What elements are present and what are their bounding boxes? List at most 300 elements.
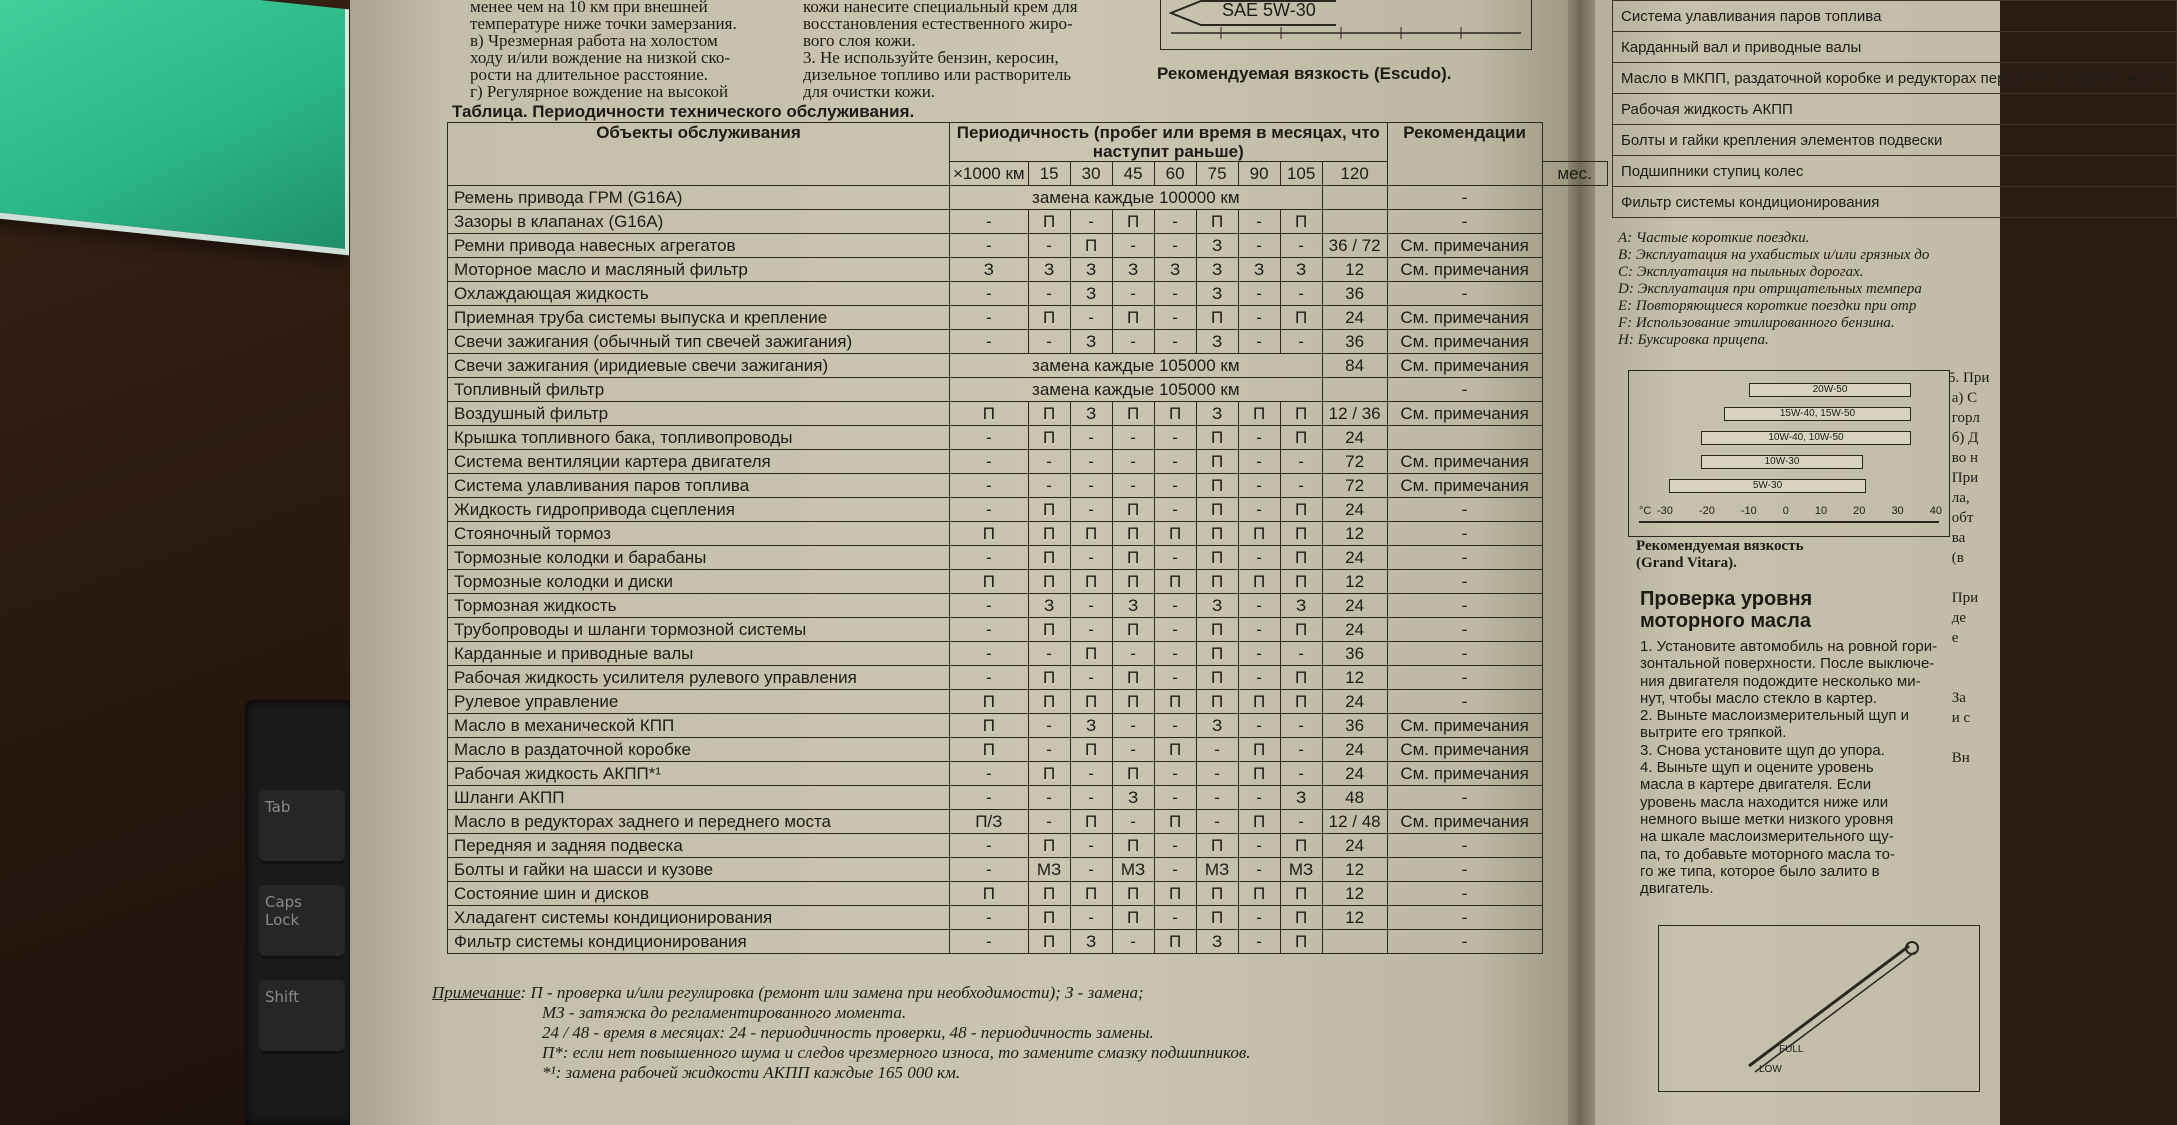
row-interval-value: - — [1154, 210, 1196, 234]
row-recommendation: - — [1387, 570, 1542, 594]
row-item: Рулевое управление — [448, 690, 950, 714]
row-item: Карданные и приводные валы — [448, 642, 950, 666]
row-interval-value: - — [950, 306, 1029, 330]
row-months: 12 — [1322, 666, 1387, 690]
row-interval-value: П — [1154, 930, 1196, 954]
shift-key: Shift — [259, 980, 345, 1054]
table-row — [448, 186, 1608, 210]
row-interval-value: П — [1238, 738, 1280, 762]
row-months: 36 — [1322, 282, 1387, 306]
row-item: Состояние шин и дисков — [448, 882, 950, 906]
row-interval-value: - — [1280, 282, 1322, 306]
table-row — [448, 354, 1608, 378]
row-months: 72 — [1322, 450, 1387, 474]
row-months: 36 / 72 — [1322, 234, 1387, 258]
row-interval-value: П — [1112, 498, 1154, 522]
row-interval-value: - — [1028, 738, 1070, 762]
row-item: Жидкость гидропривода сцепления — [448, 498, 950, 522]
row-recommendation: См. примечания — [1387, 450, 1542, 474]
row-recommendation: См. примечания — [1387, 474, 1542, 498]
row-item: Масло в раздаточной коробке — [448, 738, 950, 762]
axis-tick: 40 — [1929, 505, 1942, 517]
row-months: 36 — [1322, 330, 1387, 354]
row-item: Фильтр системы кондиционирования — [448, 930, 950, 954]
row-months: 12 — [1322, 906, 1387, 930]
table-row — [448, 378, 1608, 402]
row-interval-value: З — [1196, 714, 1238, 738]
row-interval-value: - — [1238, 714, 1280, 738]
oil-check-heading: Проверка уровня моторного масла — [1640, 588, 1813, 632]
grade-bar: 15W-40, 15W-50 — [1724, 407, 1911, 421]
table-row — [448, 642, 1608, 666]
row-interval-value: - — [1028, 810, 1070, 834]
row-interval-value: П — [1280, 402, 1322, 426]
row-months: 12 — [1322, 570, 1387, 594]
row-interval-value: - — [1070, 762, 1112, 786]
row-interval-value: П — [1028, 546, 1070, 570]
row-interval-value: З — [1238, 258, 1280, 282]
row-months: 48 — [1322, 786, 1387, 810]
row-months: 12 / 48 — [1322, 810, 1387, 834]
axis-tick: 10 — [1814, 505, 1828, 517]
row-span-value: замена каждые 100000 км — [950, 186, 1323, 210]
row-item: Приемная труба системы выпуска и крепление — [448, 306, 950, 330]
row-item: Масло в редукторах заднего и переднего моста — [448, 810, 950, 834]
row-item: Трубопроводы и шланги тормозной системы — [448, 618, 950, 642]
row-interval-value: П — [1196, 498, 1238, 522]
row-interval-value: - — [1280, 330, 1322, 354]
row-interval-value: З — [1112, 258, 1154, 282]
row-interval-value: П — [1196, 210, 1238, 234]
table-row — [448, 594, 1608, 618]
row-interval-value: П — [1280, 570, 1322, 594]
row-interval-value: - — [1028, 330, 1070, 354]
row-interval-value: - — [1028, 642, 1070, 666]
row-months: 12 — [1322, 258, 1387, 282]
row-interval-value: П — [1280, 498, 1322, 522]
row-interval-value: П — [1028, 666, 1070, 690]
row-interval-value: - — [1238, 666, 1280, 690]
grade-bar: 5W-30 — [1669, 479, 1866, 493]
grade-bar: 10W-30 — [1701, 455, 1863, 469]
row-months — [1322, 210, 1387, 234]
row-interval-value: - — [1196, 738, 1238, 762]
table-row — [448, 834, 1608, 858]
row-interval-value: П — [1112, 402, 1154, 426]
row-interval-value: - — [1238, 594, 1280, 618]
row-interval-value: - — [1280, 714, 1322, 738]
row-item: Свечи зажигания (обычный тип свечей зажигания) — [448, 330, 950, 354]
table-row — [448, 306, 1608, 330]
table-row — [448, 738, 1608, 762]
row-interval-value: - — [1154, 666, 1196, 690]
table-row — [448, 210, 1608, 234]
table-row — [448, 402, 1608, 426]
right-row-item: Система улавливания паров топлива — [1613, 1, 2177, 32]
escudo-viscosity-chart — [1160, 0, 1532, 50]
row-months: 12 — [1322, 522, 1387, 546]
row-interval-value: - — [1070, 618, 1112, 642]
row-item: Тормозные колодки и барабаны — [448, 546, 950, 570]
legend-line: D: Эксплуатация при отрицательных темпера — [1618, 281, 1922, 297]
axis-tick: -20 — [1698, 505, 1715, 517]
row-interval-value: - — [1280, 234, 1322, 258]
row-interval-value: З — [1196, 594, 1238, 618]
header-recommendations: Рекомендации — [1387, 123, 1542, 186]
row-interval-value: П — [950, 714, 1029, 738]
row-interval-value: - — [950, 330, 1029, 354]
table-row — [448, 330, 1608, 354]
row-interval-value: - — [1112, 330, 1154, 354]
row-interval-value: П — [1028, 882, 1070, 906]
row-months: 24 — [1322, 834, 1387, 858]
header-interval: 105 — [1280, 162, 1322, 186]
row-interval-value: З — [1196, 402, 1238, 426]
caps-lock-key: Caps Lock — [259, 885, 345, 959]
row-interval-value: П — [1028, 522, 1070, 546]
header-interval: 30 — [1070, 162, 1112, 186]
row-interval-value: - — [1154, 858, 1196, 882]
row-interval-value: П — [1028, 426, 1070, 450]
row-interval-value: П — [1280, 906, 1322, 930]
row-interval-value: П — [1280, 522, 1322, 546]
row-interval-value: П — [1238, 570, 1280, 594]
row-interval-value: П — [1028, 498, 1070, 522]
table-row — [448, 498, 1608, 522]
row-recommendation: - — [1387, 546, 1542, 570]
right-row-item: Фильтр системы кондиционирования — [1613, 187, 2177, 218]
row-interval-value: П — [1154, 810, 1196, 834]
row-interval-value: - — [1154, 234, 1196, 258]
row-months: 24 — [1322, 690, 1387, 714]
row-interval-value: П — [1028, 618, 1070, 642]
table-row — [1613, 63, 2177, 94]
row-interval-value: П — [1112, 570, 1154, 594]
axis-tick: 30 — [1891, 505, 1904, 517]
row-interval-value: П — [1196, 426, 1238, 450]
row-recommendation: - — [1387, 882, 1542, 906]
row-months: 24 — [1322, 618, 1387, 642]
row-recommendation: - — [1387, 282, 1542, 306]
row-months: 12 / 36 — [1322, 402, 1387, 426]
keyboard — [245, 700, 355, 1125]
right-row-item: Болты и гайки крепления элементов подвески — [1613, 125, 2177, 156]
row-months: 24 — [1322, 762, 1387, 786]
row-interval-value: - — [1070, 858, 1112, 882]
row-interval-value: П — [950, 402, 1029, 426]
row-interval-value: П — [1028, 834, 1070, 858]
row-months: 12 — [1322, 858, 1387, 882]
row-interval-value: П — [1112, 906, 1154, 930]
row-interval-value: З — [1028, 258, 1070, 282]
row-interval-value: П — [1070, 738, 1112, 762]
row-item: Крышка топливного бака, топливопроводы — [448, 426, 950, 450]
table-row — [448, 570, 1608, 594]
table-row — [448, 930, 1608, 954]
table-row — [448, 450, 1608, 474]
row-interval-value: - — [1028, 786, 1070, 810]
row-recommendation: См. примечания — [1387, 354, 1542, 378]
row-interval-value: П — [1280, 426, 1322, 450]
row-interval-value: - — [1112, 474, 1154, 498]
row-recommendation — [1387, 426, 1542, 450]
legend-line: A: Частые короткие поездки. — [1618, 230, 1810, 246]
row-recommendation: - — [1387, 786, 1542, 810]
row-interval-value: - — [1238, 210, 1280, 234]
notes-label: Примечание — [432, 983, 521, 1002]
table-row — [448, 714, 1608, 738]
header-interval: 120 — [1322, 162, 1387, 186]
row-interval-value: - — [1070, 450, 1112, 474]
legend-line: C: Эксплуатация на пыльных дорогах. — [1618, 264, 1864, 280]
row-interval-value: - — [950, 666, 1029, 690]
row-item: Система улавливания паров топлива — [448, 474, 950, 498]
row-interval-value: П — [1028, 690, 1070, 714]
row-recommendation: См. примечания — [1387, 234, 1542, 258]
row-interval-value: - — [1070, 594, 1112, 618]
row-interval-value: П — [1196, 882, 1238, 906]
row-interval-value: П — [1028, 906, 1070, 930]
row-interval-value: П — [1154, 738, 1196, 762]
row-interval-value: П — [1196, 906, 1238, 930]
row-interval-value: - — [1154, 474, 1196, 498]
row-interval-value: П — [1196, 834, 1238, 858]
row-interval-value: - — [1112, 738, 1154, 762]
table-row — [448, 234, 1608, 258]
row-interval-value: П — [1112, 882, 1154, 906]
row-interval-value: З — [1028, 594, 1070, 618]
table-row — [448, 858, 1608, 882]
row-recommendation: - — [1387, 498, 1542, 522]
row-interval-value: - — [1112, 282, 1154, 306]
row-interval-value: П — [1196, 618, 1238, 642]
row-interval-value: - — [1196, 762, 1238, 786]
row-interval-value: - — [1154, 762, 1196, 786]
tab-key: Tab — [259, 790, 345, 864]
row-interval-value: - — [950, 474, 1029, 498]
row-recommendation: См. примечания — [1387, 714, 1542, 738]
row-interval-value: П — [1238, 522, 1280, 546]
row-interval-value: П — [1238, 762, 1280, 786]
row-interval-value: - — [1238, 234, 1280, 258]
row-interval-value: П — [1196, 666, 1238, 690]
row-interval-value: П — [1070, 642, 1112, 666]
table-row — [1613, 125, 2177, 156]
row-interval-value: П — [1154, 690, 1196, 714]
row-interval-value: З — [1112, 786, 1154, 810]
row-interval-value: П — [1028, 930, 1070, 954]
row-item: Рабочая жидкость усилителя рулевого управления — [448, 666, 950, 690]
row-interval-value: П — [1280, 834, 1322, 858]
header-interval: 75 — [1196, 162, 1238, 186]
right-row-item: Рабочая жидкость АКПП — [1613, 94, 2177, 125]
row-interval-value: З — [1196, 930, 1238, 954]
row-interval-value: П/З — [950, 810, 1029, 834]
table-row — [448, 906, 1608, 930]
row-interval-value: - — [1154, 834, 1196, 858]
row-interval-value: З — [1280, 594, 1322, 618]
row-interval-value: П — [1154, 402, 1196, 426]
row-interval-value: З — [1196, 234, 1238, 258]
row-interval-value: - — [950, 642, 1029, 666]
row-months: 36 — [1322, 714, 1387, 738]
right-row-item: Подшипники ступиц колес — [1613, 156, 2177, 187]
row-item: Тормозная жидкость — [448, 594, 950, 618]
row-interval-value: - — [1154, 306, 1196, 330]
row-interval-value: П — [1070, 810, 1112, 834]
row-interval-value: П — [1196, 306, 1238, 330]
row-interval-value: П — [1196, 642, 1238, 666]
row-interval-value: П — [1112, 522, 1154, 546]
table-row — [448, 762, 1608, 786]
row-months: 24 — [1322, 498, 1387, 522]
row-interval-value: П — [1028, 570, 1070, 594]
row-interval-value: П — [1112, 618, 1154, 642]
row-months — [1322, 930, 1387, 954]
row-interval-value: - — [1112, 714, 1154, 738]
row-interval-value: - — [1154, 906, 1196, 930]
condition-legend — [1618, 230, 1929, 349]
row-interval-value: - — [1238, 330, 1280, 354]
row-interval-value: - — [1238, 858, 1280, 882]
row-interval-value: П — [950, 738, 1029, 762]
row-interval-value: - — [1196, 786, 1238, 810]
row-interval-value: - — [950, 546, 1029, 570]
row-interval-value: - — [1154, 786, 1196, 810]
table-row — [1613, 1, 2177, 32]
row-item: Хладагент системы кондиционирования — [448, 906, 950, 930]
row-recommendation: - — [1387, 666, 1542, 690]
sae-label: SAE 5W-30 — [1222, 0, 1316, 20]
row-interval-value: - — [1280, 450, 1322, 474]
row-item: Ремень привода ГРМ (G16A) — [448, 186, 950, 210]
axis-tick: -30 — [1657, 505, 1673, 517]
row-item: Свечи зажигания (иридиевые свечи зажигания) — [448, 354, 950, 378]
row-interval-value: П — [1070, 522, 1112, 546]
row-interval-value: П — [1028, 306, 1070, 330]
row-interval-value: П — [1196, 690, 1238, 714]
row-interval-value: П — [950, 882, 1029, 906]
table-row — [448, 426, 1608, 450]
row-interval-value: П — [1112, 762, 1154, 786]
notes-line-2: МЗ - затяжка до регламентированного момента. — [542, 1003, 907, 1022]
row-interval-value: З — [1196, 258, 1238, 282]
row-interval-value: - — [1070, 498, 1112, 522]
axis-line — [1639, 521, 1939, 523]
row-interval-value: З — [1280, 786, 1322, 810]
top-middle-paragraph: кожи нанесите специальный крем для восстановления естественного жиро- вого слоя кожи. 3. Не используйте бензин, керосин, дизельное топливо или растворитель для очистки кожи. — [803, 0, 1078, 101]
row-interval-value: - — [1070, 426, 1112, 450]
row-item: Зазоры в клапанах (G16A) — [448, 210, 950, 234]
header-objects: Объекты обслуживания — [448, 123, 950, 186]
row-interval-value: - — [1154, 594, 1196, 618]
row-interval-value: МЗ — [1028, 858, 1070, 882]
escudo-caption: Рекомендуемая вязкость (Escudo). — [1157, 64, 1452, 83]
grand-vitara-caption: Рекомендуемая вязкость (Grand Vitara). — [1636, 538, 1804, 571]
row-interval-value: - — [1238, 930, 1280, 954]
row-item: Тормозные колодки и диски — [448, 570, 950, 594]
row-interval-value: - — [1028, 474, 1070, 498]
sae-arrow-icon — [1161, 0, 1531, 49]
row-interval-value: - — [1238, 450, 1280, 474]
row-months: 24 — [1322, 594, 1387, 618]
row-interval-value: З — [1070, 930, 1112, 954]
row-interval-value: - — [1154, 714, 1196, 738]
row-interval-value: - — [950, 618, 1029, 642]
row-item: Ремни привода навесных агрегатов — [448, 234, 950, 258]
row-interval-value: - — [950, 930, 1029, 954]
top-left-paragraph: менее чем на 10 км при внешней температуре ниже точки замерзания. в) Чрезмерная работа на холостом ходу и/или вождение на низкой ско- рости на длительное расстояние. г) Регулярное вождение на высокой — [470, 0, 737, 101]
table-row — [448, 282, 1608, 306]
header-months: мес. — [1542, 162, 1607, 186]
table-row — [448, 546, 1608, 570]
row-interval-value: З — [1070, 330, 1112, 354]
row-item: Масло в механической КПП — [448, 714, 950, 738]
row-interval-value: П — [1070, 570, 1112, 594]
row-interval-value: - — [1238, 474, 1280, 498]
row-interval-value: - — [1154, 450, 1196, 474]
table-row — [448, 522, 1608, 546]
row-interval-value: П — [1280, 546, 1322, 570]
row-interval-value: - — [1112, 426, 1154, 450]
table-row — [448, 666, 1608, 690]
row-recommendation: - — [1387, 642, 1542, 666]
row-interval-value: МЗ — [1280, 858, 1322, 882]
row-interval-value: - — [1112, 450, 1154, 474]
dipstick-icon — [1659, 926, 1979, 1091]
row-interval-value: П — [1028, 762, 1070, 786]
table-row — [1613, 156, 2177, 187]
row-interval-value: - — [1112, 234, 1154, 258]
row-interval-value: П — [1238, 810, 1280, 834]
notes-line-3: 24 / 48 - время в месяцах: 24 - периодичность проверки, 48 - периодичность замены. — [542, 1023, 1154, 1042]
row-recommendation: - — [1387, 618, 1542, 642]
row-interval-value: З — [1196, 282, 1238, 306]
row-interval-value: - — [1154, 546, 1196, 570]
row-item: Моторное масло и масляный фильтр — [448, 258, 950, 282]
right-maintenance-table — [1612, 0, 2177, 218]
row-span-value: замена каждые 105000 км — [950, 378, 1323, 402]
row-interval-value: - — [1238, 834, 1280, 858]
row-item: Система вентиляции картера двигателя — [448, 450, 950, 474]
legend-line: E: Повторяющиеся короткие поездки при отр — [1618, 298, 1917, 314]
row-interval-value: П — [1154, 522, 1196, 546]
row-interval-value: П — [1196, 450, 1238, 474]
row-interval-value: - — [1028, 450, 1070, 474]
row-interval-value: - — [1238, 642, 1280, 666]
row-item: Охлаждающая жидкость — [448, 282, 950, 306]
row-recommendation: - — [1387, 906, 1542, 930]
row-interval-value: - — [1070, 786, 1112, 810]
row-interval-value: - — [1154, 282, 1196, 306]
row-recommendation: См. примечания — [1387, 330, 1542, 354]
row-interval-value: - — [1154, 642, 1196, 666]
row-interval-value: П — [1280, 882, 1322, 906]
row-interval-value: З — [1154, 258, 1196, 282]
row-interval-value: - — [1028, 234, 1070, 258]
legend-line: B: Эксплуатация на ухабистых и/или грязных до — [1618, 247, 1930, 263]
table-notes — [432, 983, 1251, 1083]
row-months: 24 — [1322, 738, 1387, 762]
legend-line: F: Использование этилированного бензина. — [1618, 315, 1895, 331]
row-span-value: замена каждые 105000 км — [950, 354, 1323, 378]
row-interval-value: З — [1112, 594, 1154, 618]
row-interval-value: - — [1154, 330, 1196, 354]
row-recommendation: - — [1387, 378, 1542, 402]
row-interval-value: П — [1070, 882, 1112, 906]
row-interval-value: П — [1238, 402, 1280, 426]
right-row-item: Карданный вал и приводные валы — [1613, 32, 2177, 63]
